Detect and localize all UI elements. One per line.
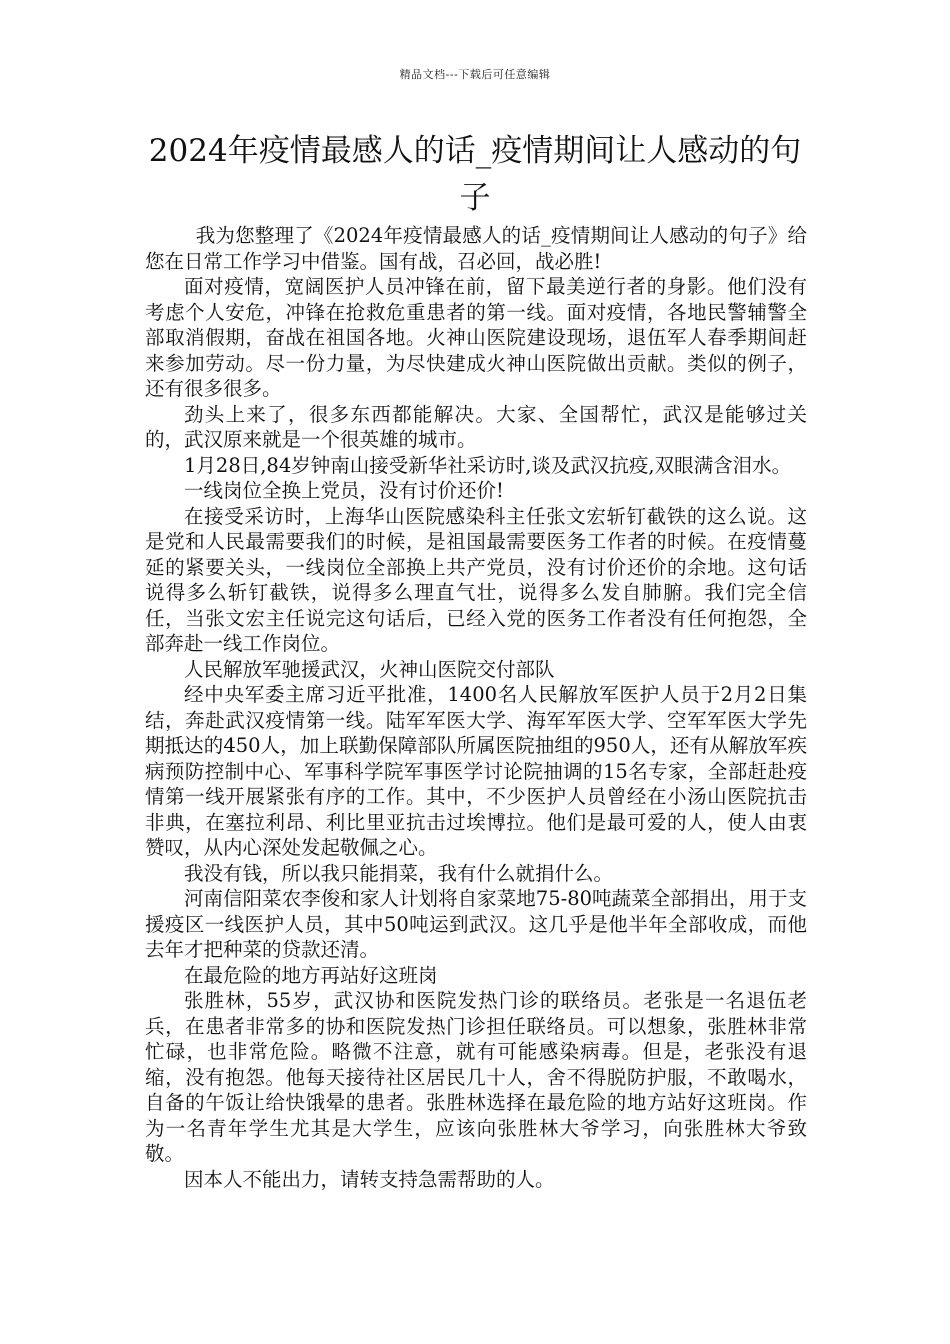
paragraph: 在接受采访时，上海华山医院感染科主任张文宏斩钉截铁的这么说。这是党和人民最需要我们的时候，是祖国最需要医务工作者的时候。在疫情蔓延的紧要关头，一线岗位全部换上共产党员，没有讨价还价的余地。这句话说得多么斩钉截铁，说得多么理直气壮，说得多么发自肺腑。我们完全信任，当张文宏主任说完这句话后，已经入党的医务工作者没有任何抱怨，全部奔赴一线工作岗位。 (145, 504, 807, 655)
paragraph: 1月28日,84岁钟南山接受新华社采访时,谈及武汉抗疫,双眼满含泪水。 (184, 453, 792, 477)
paragraph-heading: 一线岗位全换上党员，没有讨价还价! (184, 479, 504, 502)
paragraph: 河南信阳菜农李俊和家人计划将自家菜地75-80吨蔬菜全部捐出，用于支援疫区一线医护人员，其中50吨运到武汉。这几乎是他半年全部收成，而他去年才把种菜的贷款还清。 (145, 887, 807, 961)
paragraph-intro: 我为您整理了《2024年疫情最感人的话_疫情期间让人感动的句子》给您在日常工作学习中借鉴。国有战，召必回，战必胜! (145, 224, 807, 273)
document-title: 2024年疫情最感人的话_疫情期间让人感动的句子 (148, 133, 802, 216)
paragraph: 面对疫情，宽阔医护人员冲锋在前，留下最美逆行者的身影。他们没有考虑个人安危，冲锋在抢救危重患者的第一线。面对疫情，各地民警辅警全部取消假期，奋战在祖国各地。火神山医院建设现场，退伍军人春季期间赶来参加劳动。尽一份力量，为尽快建成火神山医院做出贡献。类似的例子，还有很多很多。 (145, 275, 807, 400)
document-body (145, 223, 807, 1192)
paragraph: 劲头上来了，很多东西都能解决。大家、全国帮忙，武汉是能够过关的，武汉原来就是一个很英雄的城市。 (145, 402, 807, 451)
paragraph: 张胜林，55岁，武汉协和医院发热门诊的联络员。老张是一名退伍老兵，在患者非常多的协和医院发热门诊担任联络员。可以想象，张胜林非常忙碌，也非常危险。略微不注意，就有可能感染病毒。但是，老张没有退缩，没有抱怨。他每天接待社区居民几十人，舍不得脱防护服，不敢喝水，自备的午饭让给快饿晕的患者。张胜林选择在最危险的地方站好这班岗。作为一名青年学生尤其是大学生，应该向张胜林大爷学习，向张胜林大爷致敬。 (145, 989, 807, 1165)
header-note: 精品文档---下载后可任意编辑 (399, 68, 551, 81)
paragraph-heading: 在最危险的地方再站好这班岗 (184, 963, 438, 987)
paragraph-heading: 人民解放军驰援武汉，火神山医院交付部队 (184, 657, 555, 681)
paragraph: 经中央军委主席习近平批准，1400名人民解放军医护人员于2月2日集结，奔赴武汉疫情第一线。陆军军医大学、海军军医大学、空军军医大学先期抵达的450人，加上联勤保障部队所属医院抽组的950人，还有从解放军疾病预防控制中心、军事科学院军事医学讨论院抽调的15名专家，全部赶赴疫情第一线开展紧张有序的工作。其中，不少医护人员曾经在小汤山医院抗击非典，在塞拉利昂、利比里亚抗击过埃博拉。他们是最可爱的人，使人由衷赞叹，从内心深处发起敬佩之心。 (145, 683, 807, 859)
paragraph-heading: 我没有钱，所以我只能捐菜，我有什么就捐什么。 (184, 861, 614, 885)
paragraph-closing: 因本人不能出力，请转支持急需帮助的人。 (184, 1167, 555, 1191)
